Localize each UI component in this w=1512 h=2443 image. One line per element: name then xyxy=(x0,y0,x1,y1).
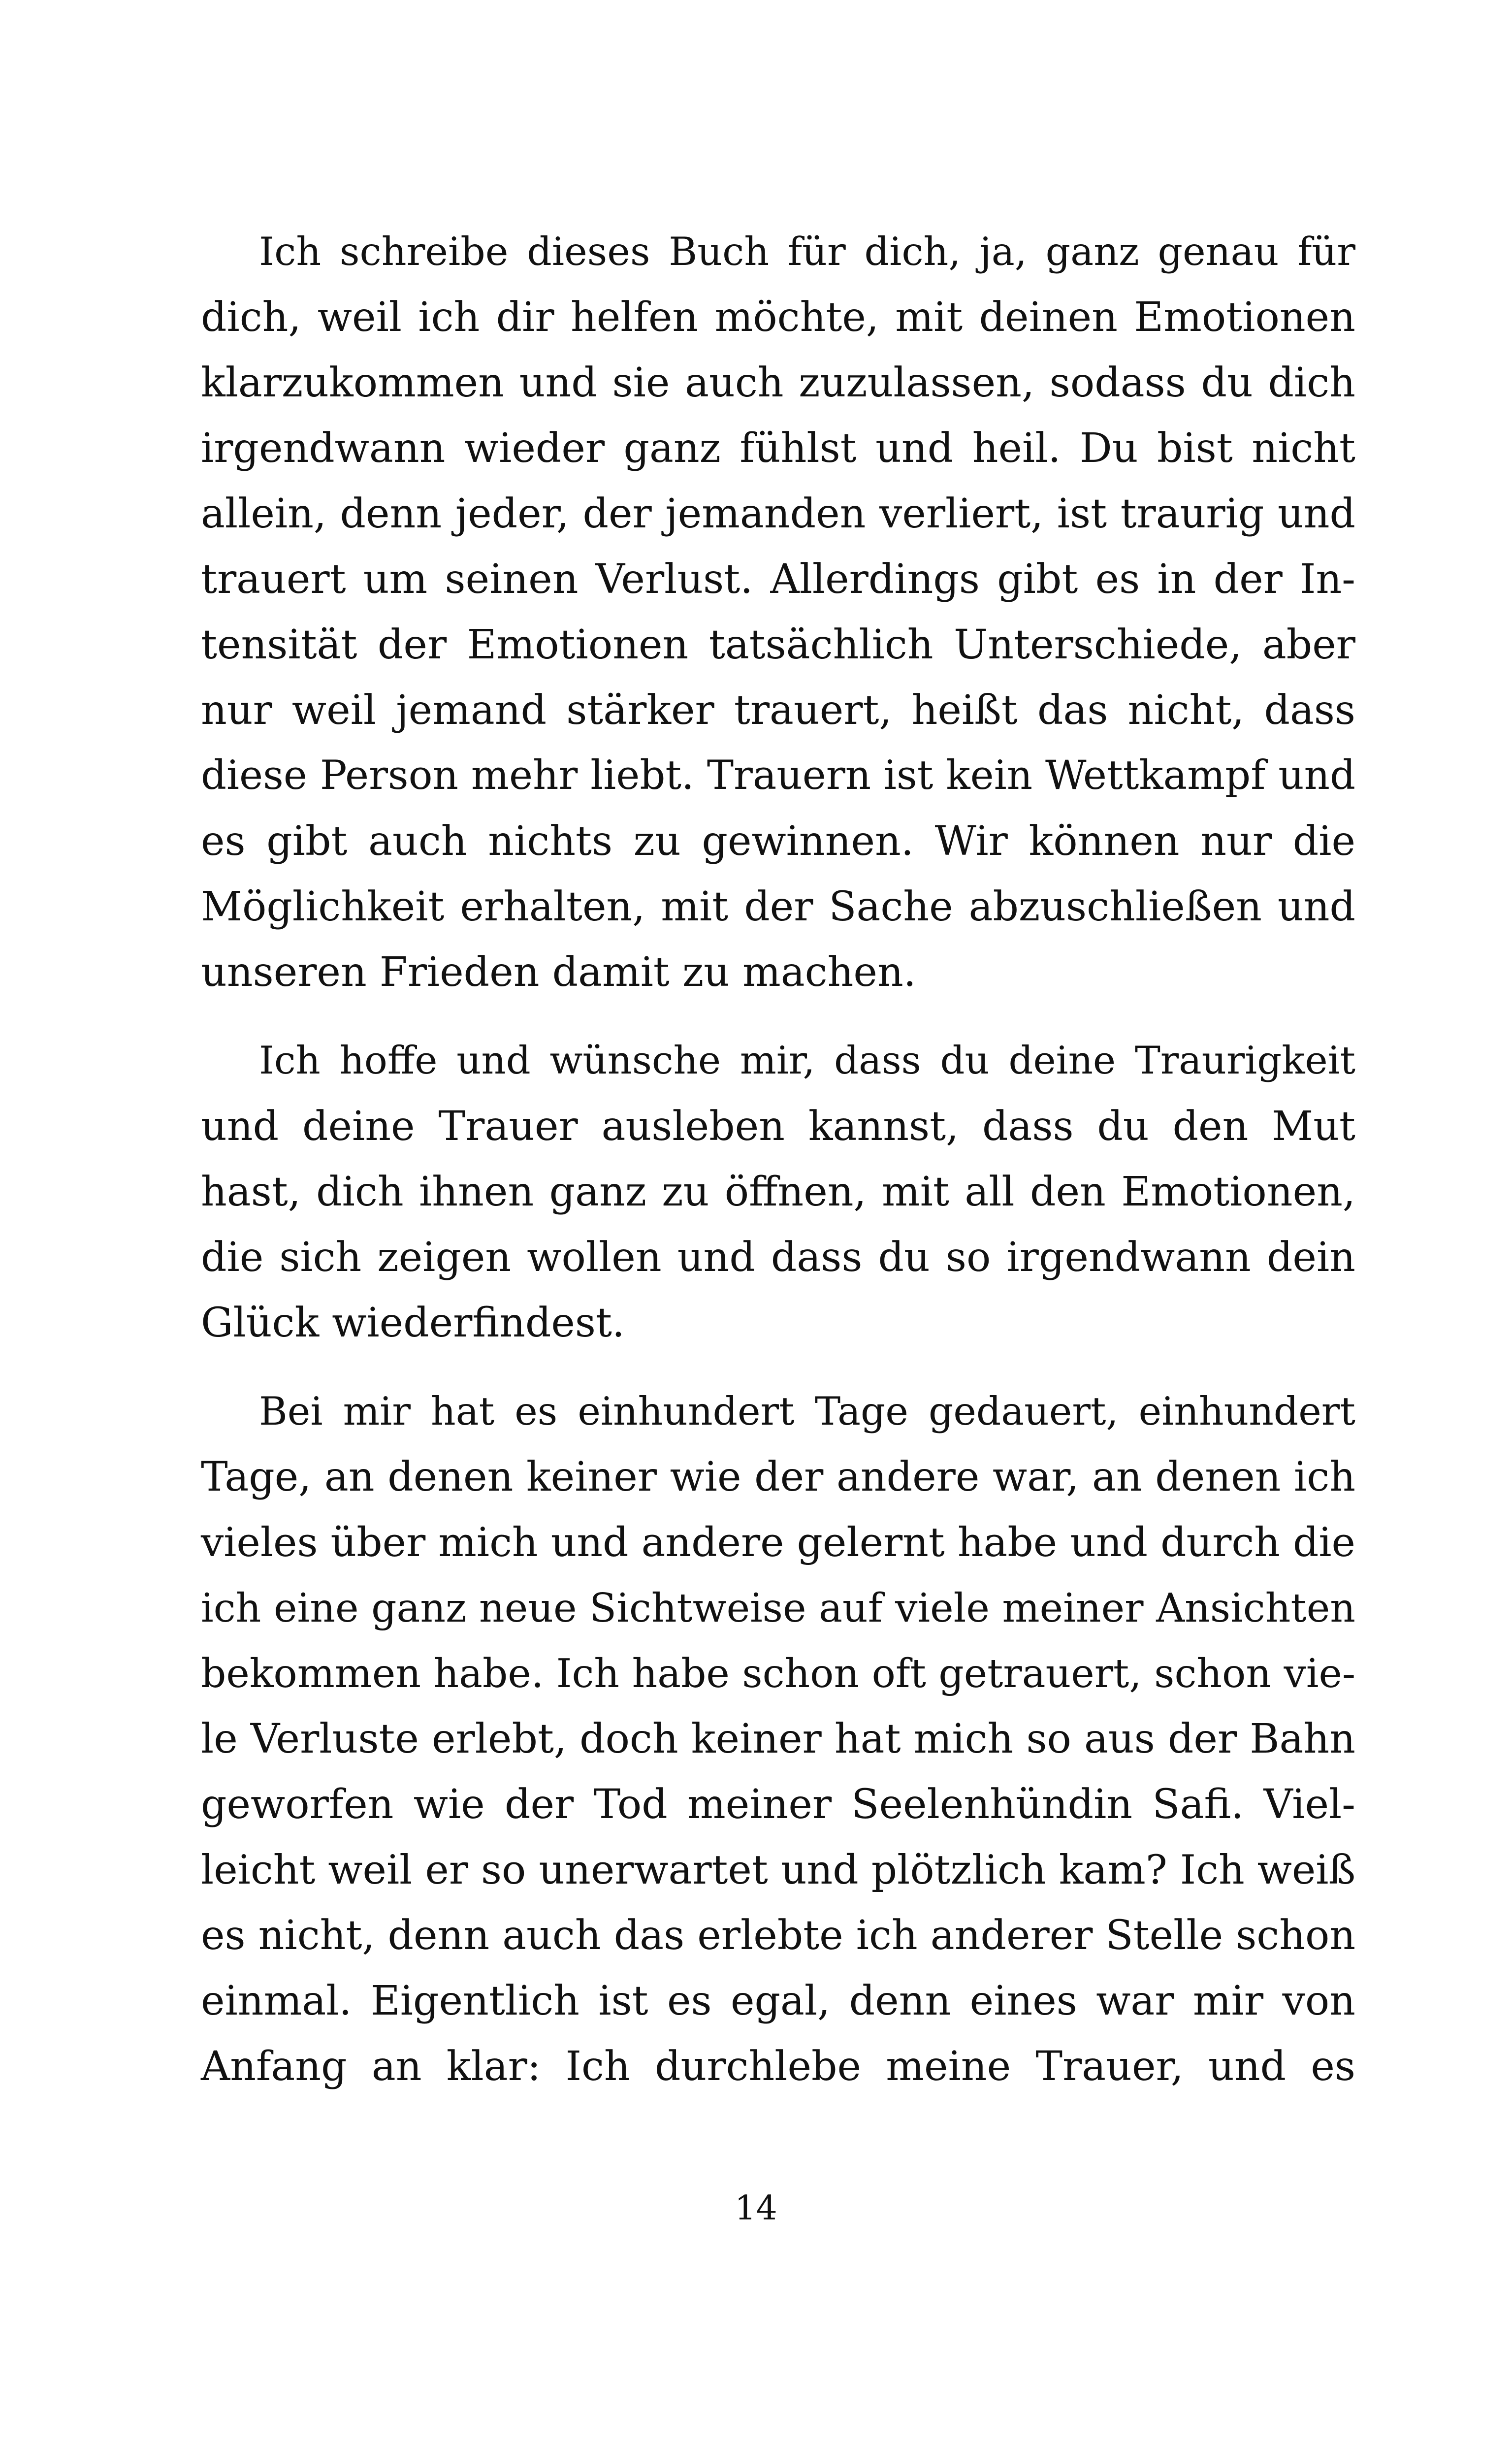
text-line: bekommen habe. Ich habe schon oft getrauert, schon vie- xyxy=(201,1651,1356,1696)
text-line: trauert um seinen Verlust. Allerdings gibt es in der In- xyxy=(201,556,1355,603)
text-line: unseren Frieden damit zu machen. xyxy=(201,949,916,996)
text-line: Bei mir hat es einhundert Tage gedauert, einhundert xyxy=(259,1389,1355,1434)
paragraph xyxy=(201,219,1355,1005)
text-line: hast, dich ihnen ganz zu öffnen, mit all den Emotionen, xyxy=(201,1169,1355,1215)
text-line: Ich hoffe und wünsche mir, dass du deine Traurigkeit xyxy=(259,1039,1355,1083)
text-line: dich, weil ich dir helfen möchte, mit deinen Emotionen xyxy=(201,294,1355,341)
text-line: es nicht, denn auch das erlebte ich anderer Stelle schon xyxy=(201,1912,1356,1959)
text-line: und deine Trauer ausleben kannst, dass du den Mut xyxy=(201,1103,1355,1150)
text-line: irgendwann wieder ganz fühlst und heil. Du bist nicht xyxy=(201,425,1355,472)
text-line: Ich schreibe dieses Buch für dich, ja, ganz genau für xyxy=(259,229,1355,274)
paragraph xyxy=(201,1028,1355,1356)
text-line: klarzukommen und sie auch zuzulassen, sodass du dich xyxy=(201,359,1355,406)
text-line: Glück wiederfindest. xyxy=(201,1300,625,1346)
text-line: tensität der Emotionen tatsächlich Unterschiede, aber xyxy=(201,621,1355,668)
text-line: ich eine ganz neue Sichtweise auf viele meiner Ansichten xyxy=(201,1585,1355,1631)
text-line: einmal. Eigentlich ist es egal, denn eines war mir von xyxy=(201,1978,1355,2024)
text-line: leicht weil er so unerwartet und plötzlich kam? Ich weiß xyxy=(201,1847,1356,1893)
text-line: diese Person mehr liebt. Trauern ist kein Wettkampf und xyxy=(201,752,1355,799)
body-text xyxy=(201,219,1355,2122)
text-line: allein, denn jeder, der jemanden verliert, ist traurig und xyxy=(201,490,1355,537)
text-line: die sich zeigen wollen und dass du so irgendwann dein xyxy=(201,1234,1355,1281)
text-line: vieles über mich und andere gelernt habe und durch die xyxy=(201,1519,1355,1566)
text-line: es gibt auch nichts zu gewinnen. Wir können nur die xyxy=(201,818,1355,865)
text-line: Anfang an klar: Ich durchlebe meine Trauer, und es xyxy=(201,2043,1355,2090)
text-line: nur weil jemand stärker trauert, heißt das nicht, dass xyxy=(201,687,1355,734)
text-line: geworfen wie der Tod meiner Seelenhündin Safi. Viel- xyxy=(201,1781,1355,1828)
paragraph xyxy=(201,1379,1355,2099)
text-line: le Verluste erlebt, doch keiner hat mich so aus der Bahn xyxy=(201,1716,1355,1762)
text-line: Möglichkeit erhalten, mit der Sache abzuschließen und xyxy=(201,883,1355,930)
text-line: Tage, an denen keiner wie der andere war, an denen ich xyxy=(201,1454,1355,1500)
page-number: 14 xyxy=(735,2189,777,2228)
